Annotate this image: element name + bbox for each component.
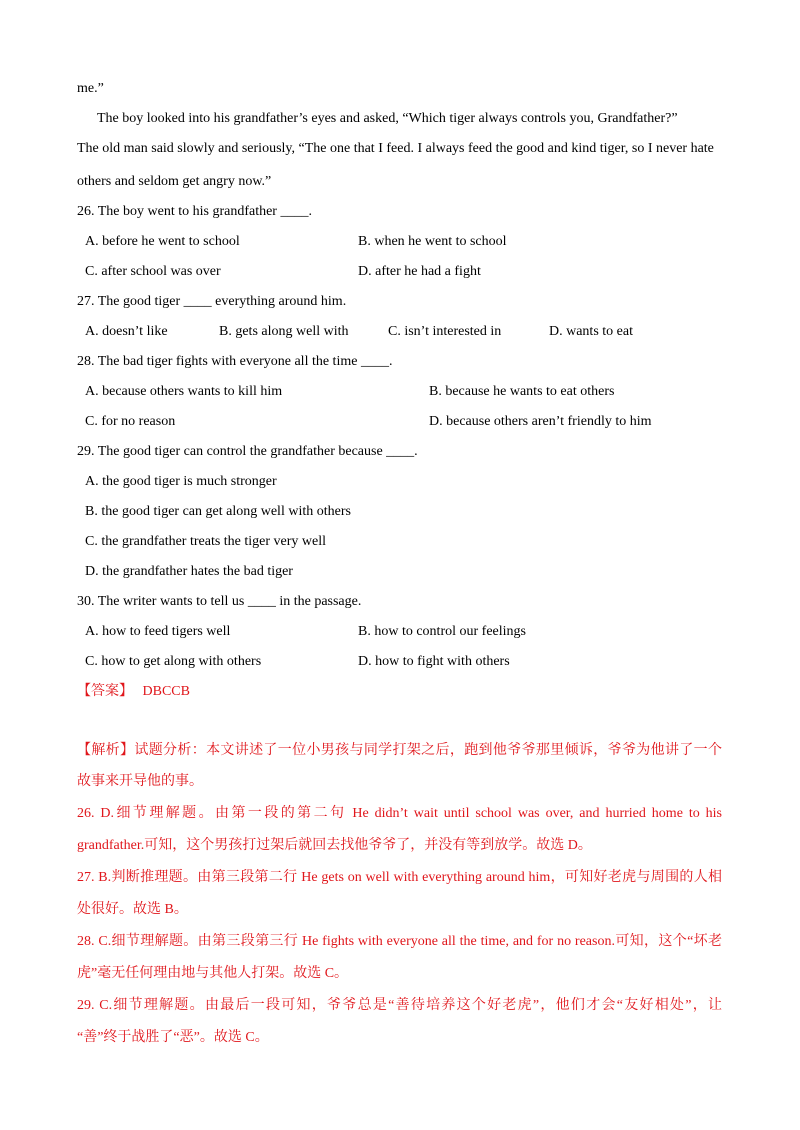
option-c: C. the grandfather treats the tiger very well bbox=[85, 534, 327, 549]
answer-value: DBCCB bbox=[142, 684, 190, 699]
option-b: B. when he went to school bbox=[358, 234, 507, 249]
option-a: A. before he went to school bbox=[85, 234, 240, 249]
analysis-line: 26. D.细节理解题。由第一段的第二句 He didn’t wait until school was over, and hurried home to his bbox=[77, 806, 722, 821]
option-c: C. how to get along with others bbox=[85, 654, 262, 669]
analysis-line: 28. C.细节理解题。由第三段第三行 He fights with everyone all the time, and for no reason.可知，这个“坏老 bbox=[77, 934, 722, 949]
option-d: D. after he had a fight bbox=[358, 264, 481, 279]
analysis-line: 29. C.细节理解题。由最后一段可知，爷爷总是“善待培养这个好老虎”，他们才会“友好相处”，让 bbox=[77, 998, 722, 1013]
passage-line: The boy looked into his grandfather’s eyes and asked, “Which tiger always controls you, Grandfather?” bbox=[97, 111, 678, 126]
question-stem: 27. The good tiger ____ everything around him. bbox=[77, 294, 347, 309]
passage-line: The old man said slowly and seriously, “The one that I feed. I always feed the good and kind tiger, so I never hate bbox=[77, 141, 714, 156]
answer-line bbox=[77, 683, 190, 701]
option-b: B. because he wants to eat others bbox=[429, 384, 615, 399]
analysis-line: 27. B.判断推理题。由第三段第二行 He gets on well with everything around him，可知好老虎与周围的人相 bbox=[77, 870, 722, 885]
option-d: D. how to fight with others bbox=[358, 654, 510, 669]
analysis-line: grandfather.可知，这个男孩打过架后就回去找他爷爷了，并没有等到放学。故选 D。 bbox=[77, 838, 592, 853]
option-b: B. the good tiger can get along well with others bbox=[85, 504, 351, 519]
option-b: B. how to control our feelings bbox=[358, 624, 526, 639]
question-stem: 26. The boy went to his grandfather ____. bbox=[77, 204, 312, 219]
passage-line: others and seldom get angry now.” bbox=[77, 174, 272, 189]
analysis-line: 虎”毫无任何理由地与其他人打架。故选 C。 bbox=[77, 966, 349, 981]
option-a: A. how to feed tigers well bbox=[85, 624, 231, 639]
question-stem: 28. The bad tiger fights with everyone all the time ____. bbox=[77, 354, 393, 369]
analysis-line: 处很好。故选 B。 bbox=[77, 902, 188, 917]
option-c: C. isn’t interested in bbox=[388, 324, 502, 339]
passage-line: me.” bbox=[77, 81, 104, 96]
answer-label: 【答案】 bbox=[77, 684, 133, 699]
option-d: D. because others aren’t friendly to him bbox=[429, 414, 652, 429]
question-stem: 29. The good tiger can control the grandfather because ____. bbox=[77, 444, 418, 459]
question-stem: 30. The writer wants to tell us ____ in the passage. bbox=[77, 594, 362, 609]
option-d: D. wants to eat bbox=[549, 324, 633, 339]
option-c: C. for no reason bbox=[85, 414, 176, 429]
option-a: A. the good tiger is much stronger bbox=[85, 474, 277, 489]
option-c: C. after school was over bbox=[85, 264, 221, 279]
analysis-line: 【解析】试题分析：本文讲述了一位小男孩与同学打架之后，跑到他爷爷那里倾诉，爷爷为他讲了一个 bbox=[77, 743, 722, 758]
analysis-line: 故事来开导他的事。 bbox=[77, 774, 203, 789]
option-b: B. gets along well with bbox=[219, 324, 349, 339]
option-d: D. the grandfather hates the bad tiger bbox=[85, 564, 293, 579]
option-a: A. doesn’t like bbox=[85, 324, 168, 339]
option-a: A. because others wants to kill him bbox=[85, 384, 283, 399]
analysis-line: “善”终于战胜了“恶”。故选 C。 bbox=[77, 1030, 269, 1045]
